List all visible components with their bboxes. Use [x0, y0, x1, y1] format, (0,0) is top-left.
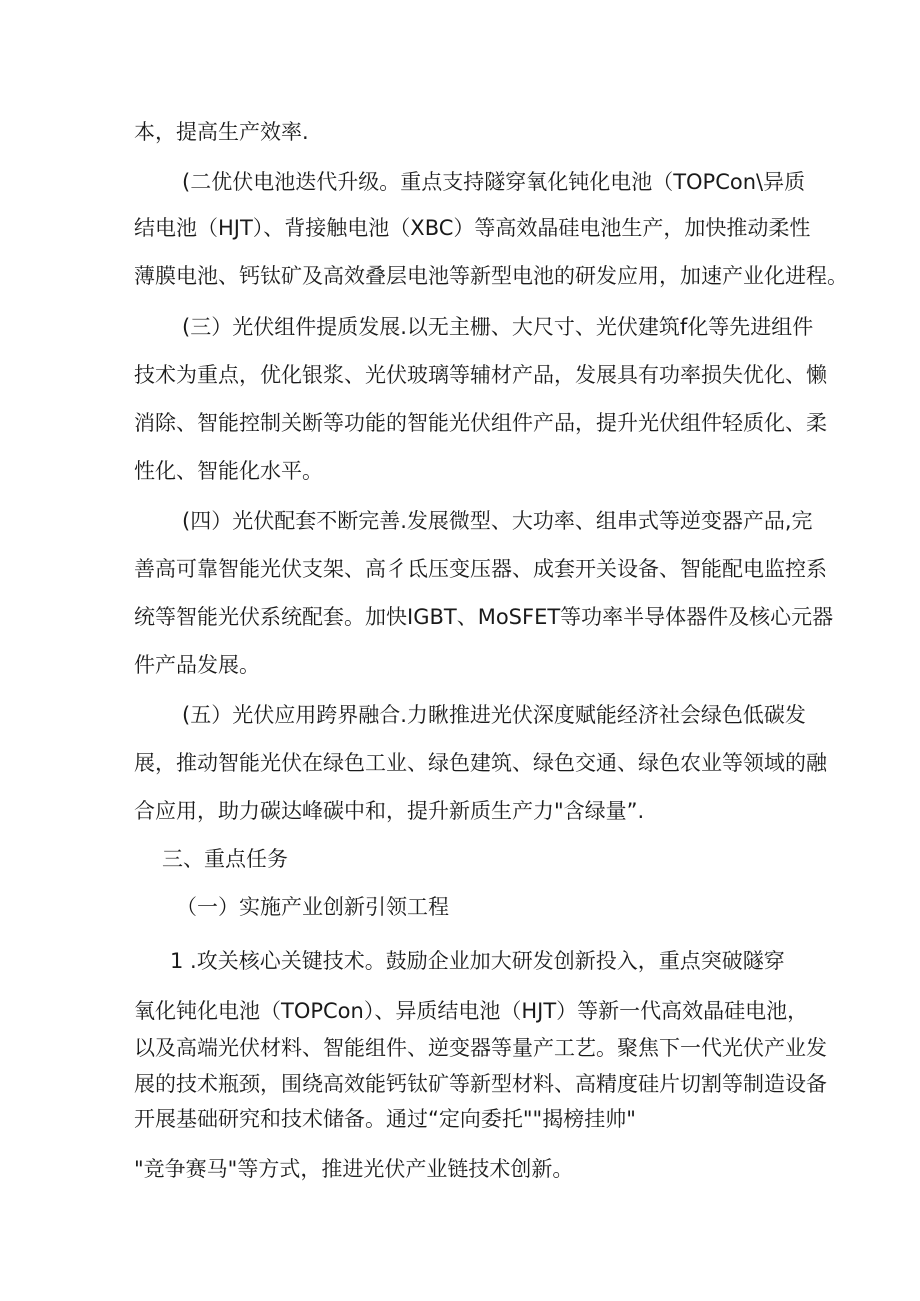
paragraph-5-line-2: 展，推动智能光伏在绿色工业、绿色建筑、绿色交通、绿色农业等领域的融 — [134, 751, 827, 775]
paragraph-4-line-2: 善高可靠智能光伏支架、高彳氐压变压器、成套开关设备、智能配电监控系 — [134, 557, 827, 581]
paragraph-3-line-1: (三）光伏组件提质发展.以无主栅、大尺寸、光伏建筑f化等先进组件 — [182, 315, 814, 339]
paragraph-3-line-2: 技术为重点，优化银浆、光伏玻璃等辅材产品，发展具有功率损失优化、懒 — [134, 363, 827, 387]
paragraph-2-line-2: 结电池（HJT）、背接触电池（XBC）等高效晶硅电池生产，加快推动柔性 — [134, 216, 811, 240]
task-1-line-1: 1 .攻关核心关键技术。鼓励企业加大研发创新投入，重点突破隧穿 — [170, 949, 785, 973]
task-1-line-6: "竞争赛马"等方式，推进光伏产业链技术创新。 — [134, 1157, 574, 1181]
paragraph-2-line-1: (二优伏电池迭代升级。重点支持隧穿氧化钝化电池（TOPCon\异质 — [182, 170, 806, 194]
text-line-1: 本，提高生产效率. — [134, 120, 309, 144]
paragraph-3-line-4: 性化、智能化水平。 — [134, 459, 323, 483]
paragraph-5-line-1: (五）光伏应用跨界融合.力瞅推进光伏深度赋能经济社会绿色低碳发 — [182, 703, 806, 727]
subsection-heading: （一）实施产业创新引领工程 — [176, 895, 449, 919]
task-1-line-4: 展的技术瓶颈，围绕高效能钙钛矿等新型材料、高精度硅片切割等制造设备 — [134, 1072, 827, 1096]
task-1-line-3: 以及高端光伏材料、智能组件、逆变器等量产工艺。聚焦下一代光伏产业发 — [134, 1036, 827, 1060]
paragraph-5-line-3: 合应用，助力碳达峰碳中和，提升新质生产力"含绿量”. — [134, 799, 645, 823]
paragraph-3-line-3: 消除、智能控制关断等功能的智能光伏组件产品，提升光伏组件轻质化、柔 — [134, 411, 827, 435]
section-heading: 三、重点任务 — [162, 847, 288, 871]
task-1-line-2: 氧化钝化电池（TOPCon）、异质结电池（HJT）等新一代高效晶硅电池， — [134, 999, 809, 1023]
task-1-line-5: 开展基础研究和技术储备。通过“定向委托""揭榜挂帅" — [134, 1107, 636, 1131]
paragraph-4-line-1: (四）光伏配套不断完善.发展微型、大功率、组串式等逆变器产品,完 — [182, 509, 813, 533]
paragraph-4-line-3: 统等智能光伏系统配套。加快IGBT、MoSFET等功率半导体器件及核心元器 — [134, 605, 834, 629]
paragraph-2-line-3: 薄膜电池、钙钛矿及高效叠层电池等新型电池的研发应用，加速产业化进程。 — [134, 264, 848, 288]
paragraph-4-line-4: 件产品发展。 — [134, 653, 260, 677]
